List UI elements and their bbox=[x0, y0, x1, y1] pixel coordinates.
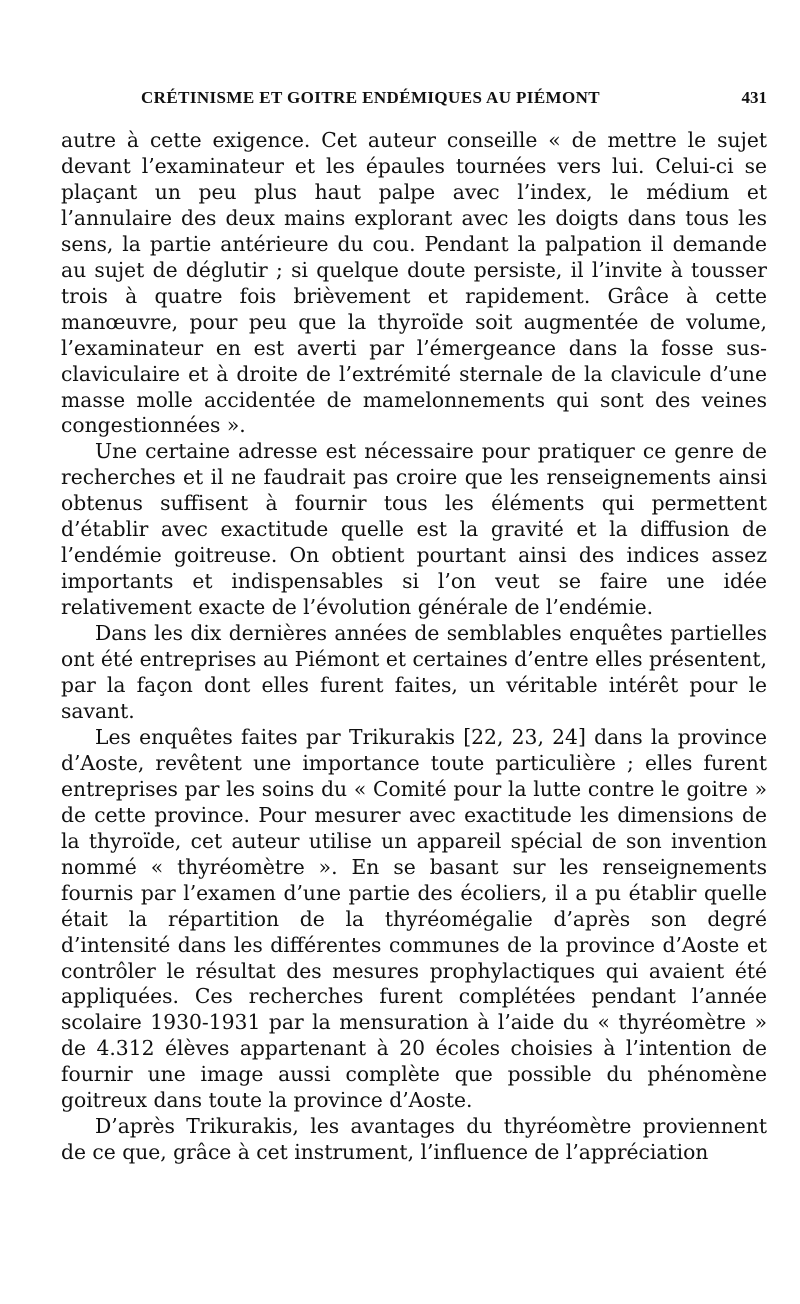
paragraph: Dans les dix dernières années de semblables enquêtes partielles ont été entreprises au Piémont et certaines d’entre elles présentent, par la façon dont elles furent faites, un véritable intérêt pour le savant. bbox=[61, 621, 767, 723]
paragraph-continued: autre à cette exigence. Cet auteur conseille « de mettre le sujet devant l’examinateur et les épaules tournées vers lui. Celui-ci se plaçant un peu plus haut palpe avec l’index, le médium et l’annulaire des deux mains explorant avec les doigts dans tous les sens, la partie antérieure du cou. Pendant la palpation il demande au sujet de déglutir ; si quelque doute persiste, il l’invite à tousser trois à quatre fois brièvement et rapidement. Grâce à cette manœuvre, pour peu que la thyroïde soit augmentée de volume, l’examinateur en est averti par l’émergeance dans la fosse sus-claviculaire et à droite de l’extrémité sternale de la clavicule d’une masse molle accidentée de mamelonnements qui sont des veines congestionnées ». bbox=[61, 128, 767, 438]
paragraph: Une certaine adresse est nécessaire pour pratiquer ce genre de recherches et il ne faudrait pas croire que les renseignements ainsi obtenus suffisent à fournir tous les éléments qui permettent d’établir avec exactitude quelle est la gravité et la diffusion de l’endémie goitreuse. On obtient pourtant ainsi des indices assez importants et indispensables si l’on veut se faire une idée relativement exacte de l’évolution générale de l’endémie. bbox=[61, 439, 767, 620]
book-page bbox=[61, 0, 767, 1165]
paragraph: Les enquêtes faites par Trikurakis [22, 23, 24] dans la province d’Aoste, revêtent une importance toute particulière ; elles furent entreprises par les soins du « Comité pour la lutte contre le goitre » de cette province. Pour mesurer avec exactitude les dimensions de la thyroïde, cet auteur utilise un appareil spécial de son invention nommé « thyréomètre ». En se basant sur les renseignements fournis par l’examen d’une partie des écoliers, il a pu établir quelle était la répartition de la thyréomégalie d’après son degré d’intensité dans les différentes communes de la province d’Aoste et contrôler le résultat des mesures prophylactiques qui avaient été appliquées. Ces recherches furent complétées pendant l’année scolaire 1930-1931 par la mensuration à l’aide du « thyréomètre » de 4.312 élèves appartenant à 20 écoles choisies à l’intention de fournir une image aussi complète que possible du phénomène goitreux dans toute la province d’Aoste. bbox=[61, 724, 767, 1113]
running-title: CRÉTINISME ET GOITRE ENDÉMIQUES AU PIÉMONT bbox=[141, 88, 601, 107]
body-text bbox=[61, 128, 767, 1166]
running-header bbox=[61, 0, 767, 110]
page-number: 431 bbox=[741, 88, 767, 107]
paragraph: D’après Trikurakis, les avantages du thyréomètre proviennent de ce que, grâce à cet instrument, l’influence de l’appréciation bbox=[61, 1114, 767, 1165]
